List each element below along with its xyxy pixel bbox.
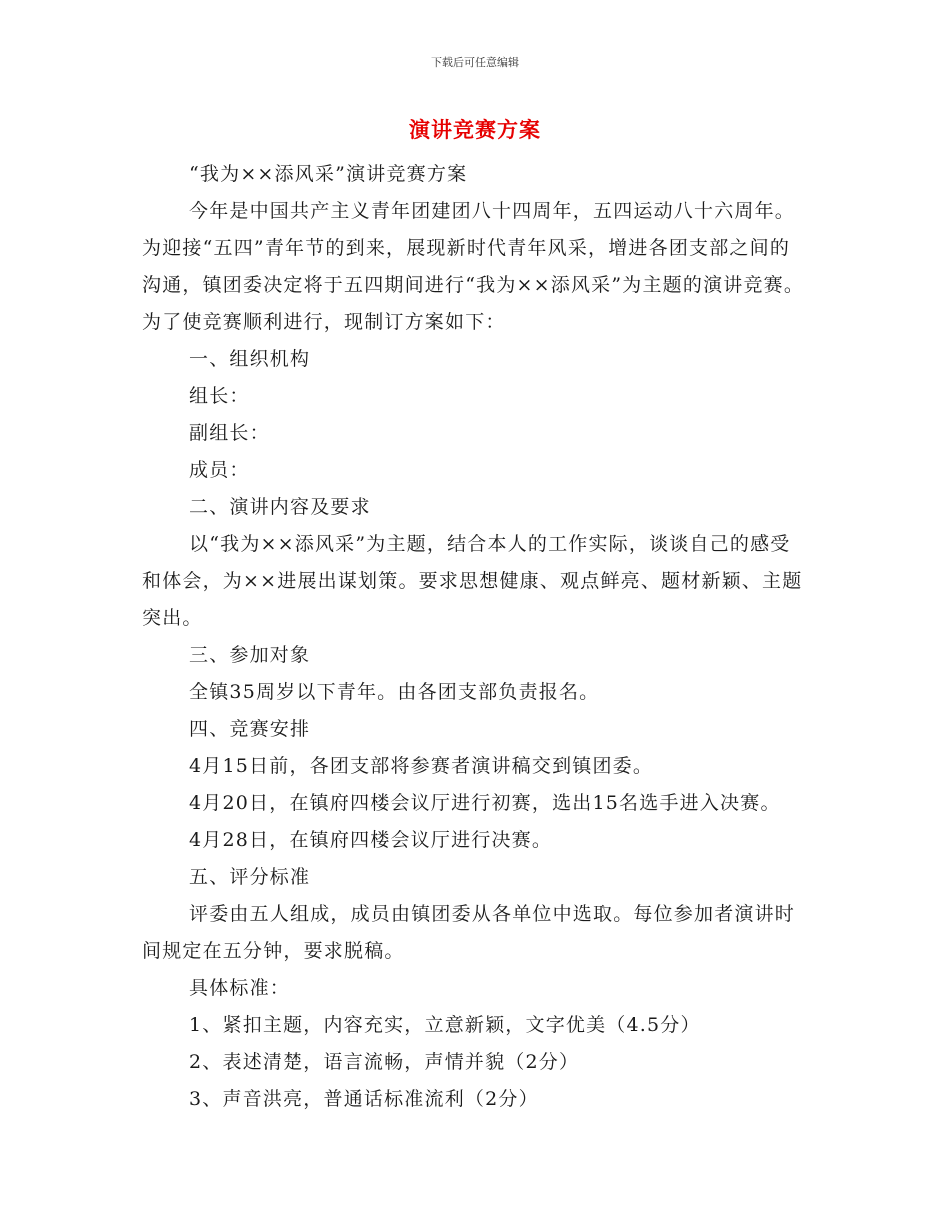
header-note: 下载后可任意编辑 [431,56,519,69]
section-heading-scoring: 五、评分标准 [189,866,311,888]
section-heading-participants: 三、参加对象 [189,644,311,666]
leader-line: 组长： [189,385,250,407]
schedule-item: 4月20日，在镇府四楼会议厅进行初赛，选出15名选手进入决赛。 [189,792,781,814]
intro-paragraph: 今年是中国共产主义青年团建团八十四周年，五四运动八十六周年。为迎接“五四”青年节的到来，展现新时代青年风采，增进各团支部之间的沟通，镇团委决定将于五四期间进行“我为××添风采”为主题的演讲竞赛。为了使竞赛顺利进行，现制订方案如下： [142,200,805,333]
document-title: 演讲竞赛方案 [409,117,541,142]
criteria-item: 2、表述清楚，语言流畅，声情并貌（2分） [189,1051,580,1073]
criteria-heading: 具体标准： [189,977,291,999]
content-paragraph: 以“我为××添风采”为主题，结合本人的工作实际，谈谈自己的感受和体会，为××进展出谋划策。要求思想健康、观点鲜亮、题材新颖、主题突出。 [142,533,803,629]
section-heading-content: 二、演讲内容及要求 [189,496,371,518]
subtitle-paragraph: “我为××添风采”演讲竞赛方案 [189,163,468,185]
schedule-item: 4月15日前，各团支部将参赛者演讲稿交到镇团委。 [189,755,654,777]
schedule-item: 4月28日，在镇府四楼会议厅进行决赛。 [189,829,553,851]
participants-paragraph: 全镇35周岁以下青年。由各团支部负责报名。 [189,681,600,703]
criteria-item: 3、声音洪亮，普通话标准流利（2分） [189,1088,539,1110]
judges-paragraph: 评委由五人组成，成员由镇团委从各单位中选取。每位参加者演讲时间规定在五分钟，要求脱稿。 [142,903,796,962]
deputy-leader-line: 副组长： [189,422,270,444]
criteria-item: 1、紧扣主题，内容充实，立意新颖，文字优美（4.5分） [189,1014,701,1036]
document-body [142,156,808,1118]
section-heading-schedule: 四、竞赛安排 [189,718,311,740]
members-line: 成员： [189,459,250,481]
section-heading-organization: 一、组织机构 [189,348,311,370]
